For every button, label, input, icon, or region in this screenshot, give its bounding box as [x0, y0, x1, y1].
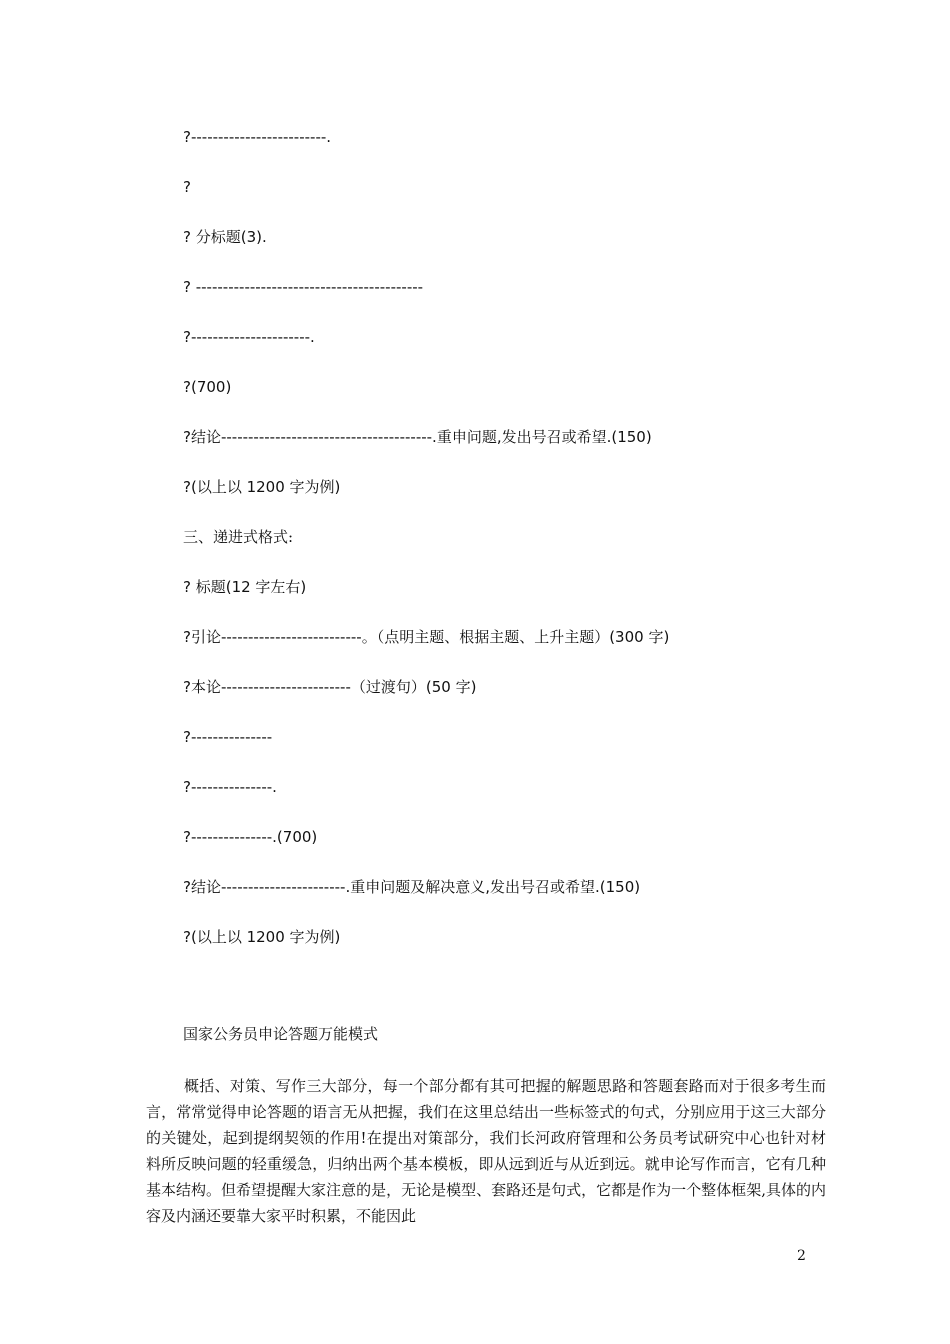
outline-line: ?结论-----------------------.重申问题及解决意义,发出号召或希望.(150)	[183, 878, 641, 896]
section-heading: 三、递进式格式:	[183, 528, 294, 546]
outline-line: ?引论--------------------------。（点明主题、根据主题、上升主题）(300 字)	[183, 628, 670, 646]
outline-line: ?(以上以 1200 字为例)	[183, 928, 341, 946]
outline-line: ?---------------	[183, 728, 273, 746]
body-paragraph: 概括、对策、写作三大部分，每一个部分都有其可把握的解题思路和答题套路而对于很多考生而言，常常觉得申论答题的语言无从把握，我们在这里总结出一些标签式的句式，分别应用于这三大部分的关键处，起到提纲契领的作用!在提出对策部分，我们长河政府管理和公务员考试研究中心也针对材料所反映问题的轻重缓急，归纳出两个基本模板，即从远到近与从近到远。就申论写作而言，它有几种基本结构。但希望提醒大家注意的是，无论是模型、套路还是句式，它都是作为一个整体框架,具体的内容及内涵还要靠大家平时积累，不能因此	[146, 1077, 826, 1225]
outline-line: ?----------------------.	[183, 328, 315, 346]
outline-line: ?(以上以 1200 字为例)	[183, 478, 341, 496]
page-number: 2	[797, 1248, 806, 1264]
outline-line: ?(700)	[183, 378, 232, 396]
section-title: 国家公务员申论答题万能模式	[183, 1025, 379, 1043]
outline-line: ?本论------------------------（过渡句）(50 字)	[183, 678, 477, 696]
outline-line: ?结论---------------------------------------.重申问题,发出号召或希望.(150)	[183, 428, 652, 446]
outline-line: ?---------------.(700)	[183, 828, 318, 846]
outline-line: ? 分标题(3).	[183, 228, 267, 246]
outline-line: ?---------------.	[183, 778, 277, 796]
outline-line: ? ------------------------------------------	[183, 278, 424, 296]
outline-line: ?	[183, 178, 191, 196]
outline-line: ? 标题(12 字左右)	[183, 578, 307, 596]
outline-line: ?-------------------------.	[183, 128, 332, 146]
